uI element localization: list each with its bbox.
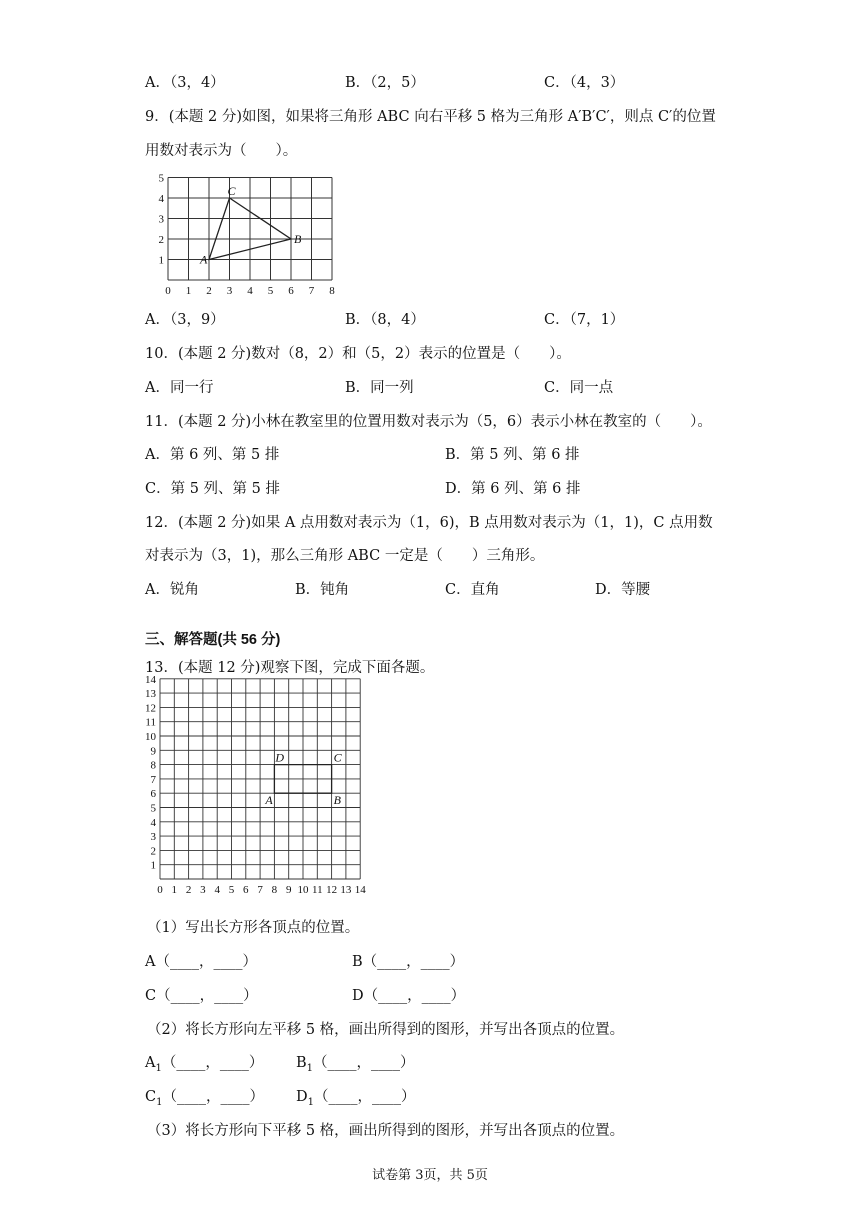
x-tick-label: 14 (354, 884, 366, 896)
x-tick-label: 7 (308, 285, 315, 297)
q10-option-a: A．同一行 (145, 380, 214, 396)
y-tick-label: 13 (145, 688, 156, 701)
y-tick-label: 3 (158, 213, 164, 226)
q9-option-c: C．（7，1） (544, 312, 625, 328)
q10-option-c: C．同一点 (544, 380, 614, 396)
q11-text: 11．(本题 2 分)小林在教室里的位置用数对表示为（5，6）表示小林在教室的（ ）。 (145, 414, 712, 430)
point-letter: B (296, 1055, 307, 1071)
point-subscript: 1 (307, 1096, 315, 1108)
q9-option-a: A．（3，9） (145, 312, 225, 328)
q10-option-b: B．同一列 (345, 380, 414, 396)
point-subscript: 1 (155, 1062, 162, 1074)
y-tick-label: 1 (150, 859, 156, 872)
y-tick-label: 10 (145, 731, 156, 743)
y-tick-label: 11 (145, 716, 156, 729)
vertex-label: C (227, 184, 236, 198)
x-tick-label: 4 (247, 285, 253, 297)
section-heading: 三、解答题(共 56 分) (145, 632, 281, 648)
y-tick-label: 12 (145, 702, 156, 715)
q12-text-line1: 12．(本题 2 分)如果 A 点用数对表示为（1，6)，B 点用数对表示为（1，1)，C 点用数 (145, 515, 713, 531)
q9-text-line1: 9．(本题 2 分)如图，如果将三角形 ABC 向右平移 5 格为三角形 A′B′C′，则点 C′的位置 (145, 109, 716, 125)
y-tick-label: 3 (150, 831, 156, 844)
y-tick-label: 5 (158, 172, 164, 185)
x-tick-label: 8 (329, 285, 335, 297)
x-tick-label: 7 (257, 884, 263, 896)
q12-option-a: A．锐角 (145, 582, 199, 598)
page-footer: 试卷第 3页，共 5页 (372, 1168, 488, 1183)
y-tick-label: 7 (150, 773, 156, 786)
x-tick-label: 5 (228, 884, 235, 896)
q13-part1-d: D（____，____） (352, 988, 466, 1004)
q13-grid-figure (140, 673, 380, 907)
x-tick-label: 13 (340, 884, 352, 896)
y-tick-label: 2 (158, 234, 164, 246)
point-letter: D (296, 1089, 308, 1105)
y-tick-label: 2 (150, 845, 156, 858)
q13-part2-c1 (145, 1087, 264, 1113)
x-tick-label: 9 (285, 884, 292, 896)
q12-text-line2: 对表示为（3，1)，那么三角形 ABC 一定是（ ）三角形。 (145, 548, 545, 564)
point-subscript: 1 (156, 1096, 163, 1108)
q11-option-c: C．第 5 列、第 5 排 (145, 481, 280, 497)
q13-part3-title: （3）将长方形向下平移 5 格，画出所得到的图形，并写出各顶点的位置。 (147, 1123, 625, 1139)
x-tick-label: 10 (297, 884, 309, 896)
x-tick-label: 0 (157, 884, 163, 896)
q13-part2-title: （2）将长方形向左平移 5 格，画出所得到的图形，并写出各顶点的位置。 (147, 1022, 625, 1038)
x-tick-label: 4 (214, 884, 220, 896)
y-tick-label: 5 (150, 802, 156, 815)
vertex-label: B (294, 232, 302, 246)
q8-option-a: A．（3，4） (145, 75, 225, 91)
vertex-label: D (275, 750, 285, 765)
x-tick-label: 6 (288, 285, 294, 297)
q8-option-c: C．（4，3） (544, 75, 625, 91)
vertex-label: B (333, 793, 341, 808)
x-tick-label: 12 (326, 884, 338, 896)
y-tick-label: 4 (158, 193, 164, 205)
q13-part2-b1 (296, 1053, 415, 1079)
vertex-label: A (265, 793, 273, 808)
q11-option-a: A．第 6 列、第 5 排 (145, 447, 280, 463)
x-tick-label: 11 (312, 884, 323, 896)
q12-option-c: C．直角 (445, 582, 500, 598)
x-tick-label: 3 (226, 285, 233, 297)
q9-grid-figure (140, 172, 350, 300)
q11-option-d: D．第 6 列、第 6 排 (445, 481, 581, 497)
y-tick-label: 6 (150, 788, 156, 801)
answer-blank[interactable]: （____，____） (314, 1089, 416, 1105)
y-tick-label: 14 (145, 673, 156, 686)
y-tick-label: 4 (150, 816, 156, 829)
q13-part1-c: C（____，____） (145, 988, 258, 1004)
point-letter: A (145, 1055, 156, 1071)
x-tick-label: 5 (267, 285, 274, 297)
x-tick-label: 0 (165, 285, 171, 297)
q13-text: 13．(本题 12 分)观察下图，完成下面各题。 (145, 660, 435, 676)
vertex-label: C (333, 750, 342, 765)
q13-part1-b: B（____，____） (352, 954, 465, 970)
q12-option-d: D．等腰 (595, 582, 651, 598)
q13-part1-title: （1）写出长方形各顶点的位置。 (147, 920, 360, 936)
q9-text-line2: 用数对表示为（ ）。 (145, 143, 298, 159)
q9-option-b: B．（8，4） (345, 312, 425, 328)
q13-part1-a: A（____，____） (145, 954, 257, 970)
y-tick-label: 1 (158, 254, 164, 267)
y-tick-label: 9 (150, 745, 156, 758)
y-tick-label: 8 (150, 759, 156, 772)
x-tick-label: 2 (185, 884, 192, 896)
answer-blank[interactable]: （____，____） (161, 1055, 264, 1071)
x-tick-label: 2 (206, 285, 212, 297)
answer-blank[interactable]: （____，____） (313, 1055, 415, 1071)
point-letter: C (145, 1089, 157, 1105)
x-tick-label: 1 (171, 884, 178, 896)
q12-option-b: B．钝角 (295, 582, 350, 598)
q8-option-b: B．（2，5） (345, 75, 425, 91)
x-tick-label: 8 (271, 884, 278, 896)
vertex-label: A (200, 252, 208, 267)
q13-part2-d1 (296, 1087, 416, 1113)
x-tick-label: 6 (243, 884, 249, 896)
x-tick-label: 3 (200, 884, 206, 896)
q13-part2-a1 (145, 1053, 263, 1079)
x-tick-label: 1 (185, 285, 192, 297)
answer-blank[interactable]: （____，____） (162, 1089, 264, 1105)
point-subscript: 1 (306, 1062, 314, 1074)
q10-text: 10．(本题 2 分)数对（8，2）和（5，2）表示的位置是（ ）。 (145, 346, 571, 362)
q11-option-b: B．第 5 列、第 6 排 (445, 447, 580, 463)
